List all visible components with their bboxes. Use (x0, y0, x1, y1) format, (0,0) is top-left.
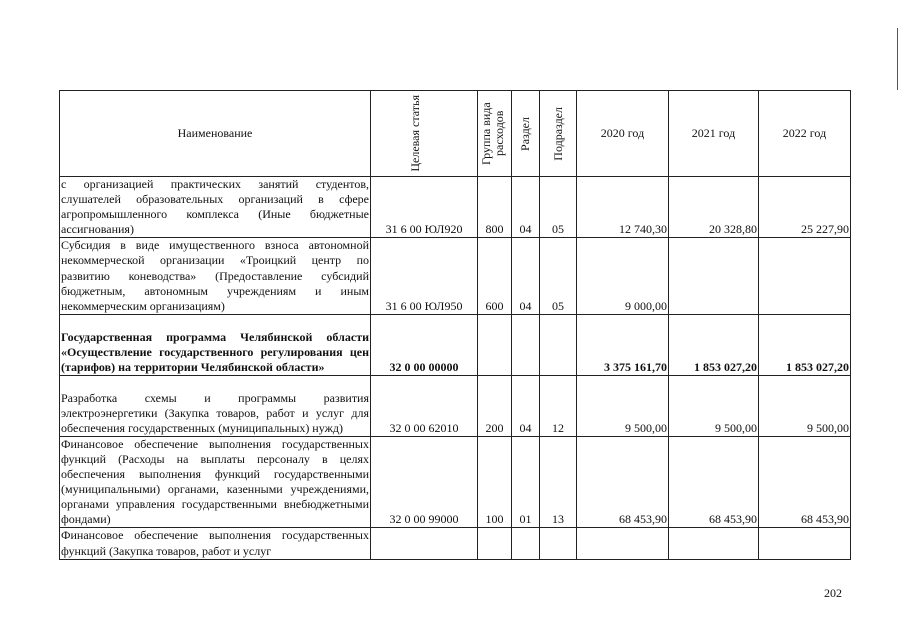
row-2020: 9 000,00 (577, 238, 669, 314)
row-2022: 1 853 027,20 (759, 314, 851, 375)
row-group (478, 314, 512, 375)
row-name: Финансовое обеспечение выполнения государственных функций (Закупка товаров, работ и услуг (61, 528, 369, 558)
header-target-article: Целевая статья (371, 91, 478, 177)
header-section: Раздел (512, 91, 540, 177)
row-group: 600 (478, 238, 512, 314)
row-section: 04 (512, 238, 540, 314)
row-2021: 1 853 027,20 (669, 314, 759, 375)
header-expense-group: Группа вида расходов (478, 91, 512, 177)
row-group: 200 (478, 375, 512, 436)
row-target: 32 0 00 00000 (371, 314, 478, 375)
row-subsection: 05 (540, 177, 577, 238)
table-row-program (60, 314, 851, 375)
row-target: 32 0 00 62010 (371, 375, 478, 436)
row-2020: 9 500,00 (577, 375, 669, 436)
table-row (60, 436, 851, 528)
row-target (371, 528, 478, 559)
row-2022: 9 500,00 (759, 375, 851, 436)
row-subsection: 13 (540, 436, 577, 528)
row-group: 100 (478, 436, 512, 528)
row-2020: 12 740,30 (577, 177, 669, 238)
row-2021 (669, 528, 759, 559)
row-2021 (669, 238, 759, 314)
row-name: с организацией практических занятий студентов, слушателей образовательных организаций в сфере агропромышленного комплекса (Иные бюджетные ассигнования) (61, 177, 369, 237)
row-group: 800 (478, 177, 512, 238)
row-2022 (759, 528, 851, 559)
header-2020: 2020 год (577, 91, 669, 177)
row-subsection (540, 314, 577, 375)
row-section: 01 (512, 436, 540, 528)
page-number: 202 (824, 586, 842, 600)
row-name: Разработка схемы и программы развития электроэнергетики (Закупка товаров, работ и услуг для обеспечения государственных (муниципальных) нужд) (60, 375, 371, 436)
row-2020: 68 453,90 (577, 436, 669, 528)
row-2021: 68 453,90 (669, 436, 759, 528)
row-target: 32 0 00 99000 (371, 436, 478, 528)
row-target: 31 6 00 ЮЛ950 (371, 238, 478, 314)
row-2022: 25 227,90 (759, 177, 851, 238)
row-subsection (540, 528, 577, 559)
row-section: 04 (512, 177, 540, 238)
header-2022: 2022 год (759, 91, 851, 177)
header-name: Наименование (60, 91, 371, 177)
header-row (60, 91, 851, 177)
header-subsection: Подраздел (540, 91, 577, 177)
scan-edge-line (897, 28, 898, 90)
row-name: Субсидия в виде имущественного взноса автономной некоммерческой организации «Троицкий центр по развитию коневодства» (Предоставление субсидий бюджетным, автономным учреждениям и иным некоммерческим организациям) (61, 238, 369, 313)
table-row (60, 177, 851, 238)
row-name: Финансовое обеспечение выполнения государственных функций (Расходы на выплаты персоналу в целях обеспечения выполнения функций государственными (муниципальными) органами, казенными учреждениями, органами управления государственными внебюджетными фондами) (61, 436, 369, 527)
row-2021: 9 500,00 (669, 375, 759, 436)
row-subsection: 05 (540, 238, 577, 314)
header-2021: 2021 год (669, 91, 759, 177)
row-target: 31 6 00 ЮЛ920 (371, 177, 478, 238)
row-section: 04 (512, 375, 540, 436)
row-group (478, 528, 512, 559)
row-subsection: 12 (540, 375, 577, 436)
row-2022 (759, 238, 851, 314)
row-section (512, 314, 540, 375)
table-row (60, 238, 851, 314)
row-2020 (577, 528, 669, 559)
row-section (512, 528, 540, 559)
budget-table (59, 90, 851, 560)
row-2020: 3 375 161,70 (577, 314, 669, 375)
row-2021: 20 328,80 (669, 177, 759, 238)
row-2022: 68 453,90 (759, 436, 851, 528)
row-name: Государственная программа Челябинской области «Осуществление государственного регулирования цен (тарифов) на территории Челябинской области» (60, 314, 371, 375)
table-row (60, 375, 851, 436)
table-row-cut (60, 528, 851, 559)
